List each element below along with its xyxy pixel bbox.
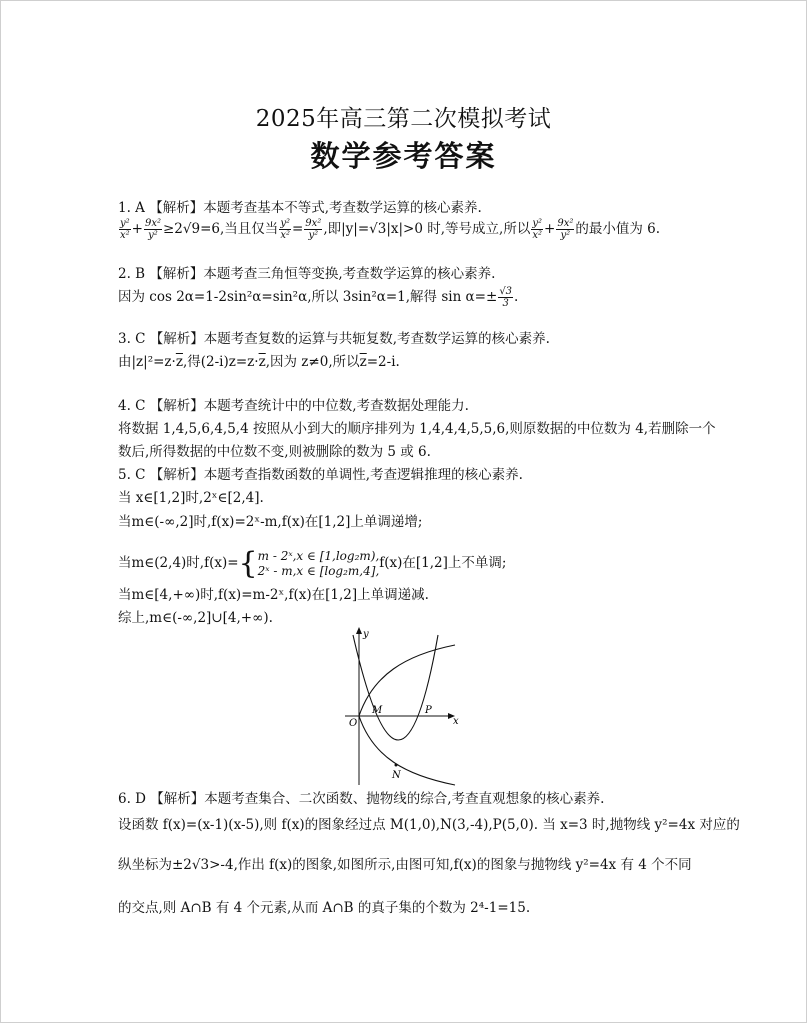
q5-brace: { [238, 545, 258, 581]
y-axis-arrow [356, 627, 362, 634]
quadratic-curve [353, 635, 438, 740]
label-n: N [392, 770, 401, 781]
label-m: M [372, 705, 383, 716]
q6-line2: 纵坐标为±2√3>-4,作出 f(x)的图象,如图所示,由图可知,f(x)的图象与抛物线 y²=4x 有 4 个不同 [118, 857, 692, 873]
exam-title: 2025年高三第二次模拟考试 [255, 106, 552, 132]
label-y: y [363, 629, 369, 640]
q3-line: 由$|z|^2=z\cdot\overline{z}$,得$(2-i)z=z\cdot\overline{z}$,因为 z≠0,所以$\overline{z}=2-i$. [118, 354, 400, 370]
q1-frac-c: $\frac{\text{y²}}{\text{x²}}$ [280, 218, 290, 241]
q5-line1: 当 x∈[1,2]时,2ˣ∈[2,4]. [118, 490, 264, 506]
label-o: O [349, 718, 358, 729]
q1-frac-e: $\frac{\text{y²}}{\text{x²}}$ [532, 218, 543, 241]
q4-line2: 数后,所得数据的中位数不变,则被删除的数为 5 或 6. [118, 444, 431, 460]
q1-frac-a: $\frac{\text{y²}}{\text{x²}}$ [120, 218, 130, 241]
parabola-figure [345, 625, 465, 787]
answer-title: 数学参考答案 [310, 139, 497, 173]
q5-cases: m - 2ˣ,x ∈ [1,log₂m), 2ˣ - m,x ∈ [log₂m,4], [257, 548, 380, 578]
q2-line: 因为 cos 2α=1-2sin²α=sin²α,所以 3sin²α=1,解得 sin α=± $\frac{√3}{3}$ . [118, 286, 519, 309]
point-n [395, 764, 398, 767]
q2-head: 2. B 【解析】本题考查三角恒等变换,考查数学运算的核心素养. [118, 266, 496, 282]
q4-head: 4. C 【解析】本题考查统计中的中位数,考查数据处理能力. [118, 398, 469, 414]
q6-head: 6. D 【解析】本题考查集合、二次函数、抛物线的综合,考查直观想象的核心素养. [118, 791, 605, 807]
label-x: x [453, 716, 459, 727]
q4-line1: 将数据 1,4,5,6,4,5,4 按照从小到大的顺序排列为 1,4,4,4,5,5,6,则原数据的中位数为 4,若删除一个 [118, 421, 716, 437]
q5-line4: 当m∈[4,+∞)时,f(x)=m-2ˣ,f(x)在[1,2]上单调递减. [118, 587, 429, 603]
q1-head: 1. A 【解析】本题考查基本不等式,考查数学运算的核心素养. [118, 200, 482, 216]
q1-frac-d: $\frac{\text{9x²}}{\text{y²}}$ [305, 218, 322, 241]
q1-frac-f: $\frac{\text{9x²}}{\text{y²}}$ [557, 218, 574, 241]
q3-head: 3. C 【解析】本题考查复数的运算与共轭复数,考查数学运算的核心素养. [118, 331, 550, 347]
q2-frac: $\frac{√3}{3}$ [499, 286, 513, 309]
q5-line2: 当m∈(-∞,2]时,f(x)=2ˣ-m,f(x)在[1,2]上单调递增; [118, 514, 423, 530]
q5-head: 5. C 【解析】本题考查指数函数的单调性,考查逻辑推理的核心素养. [118, 467, 523, 483]
q6-line1: 设函数 f(x)=(x-1)(x-5),则 f(x)的图象经过点 M(1,0),N(3,-4),P(5,0). 当 x=3 时,抛物线 y²=4x 对应的 [118, 817, 740, 833]
q1-frac-b: $\frac{\text{9x²}}{\text{y²}}$ [144, 218, 161, 241]
q5-line3: 当m∈(2,4)时,f(x)={ m - 2ˣ,x ∈ [1,log₂m), 2ˣ - m,x ∈ [log₂m,4], f(x)在[1,2]上不单调; [118, 545, 507, 581]
q5-line5: 综上,m∈(-∞,2]∪[4,+∞). [118, 610, 273, 626]
label-p: P [425, 705, 432, 716]
q1-line: $\frac{\text{y²}}{\text{x²}}$ + $\frac{\text{9x²}}{\text{y²}}$ ≥2√9=6,当且仅当 $\frac{\text{y²}}{\text{x²}}$ = $\frac{\text{9x²}}{\text{y²}}$ ,即|y|=√3|x|>0 时,等号成立,所以 $\frac{\text{y²}}{\text{x²}}$ + $\frac{\text{9x²}}{\text{y²}}$ 的最小值为 6. [120, 218, 661, 241]
q6-line3: 的交点,则 A∩B 有 4 个元素,从而 A∩B 的真子集的个数为 2⁴-1=15. [118, 900, 531, 916]
